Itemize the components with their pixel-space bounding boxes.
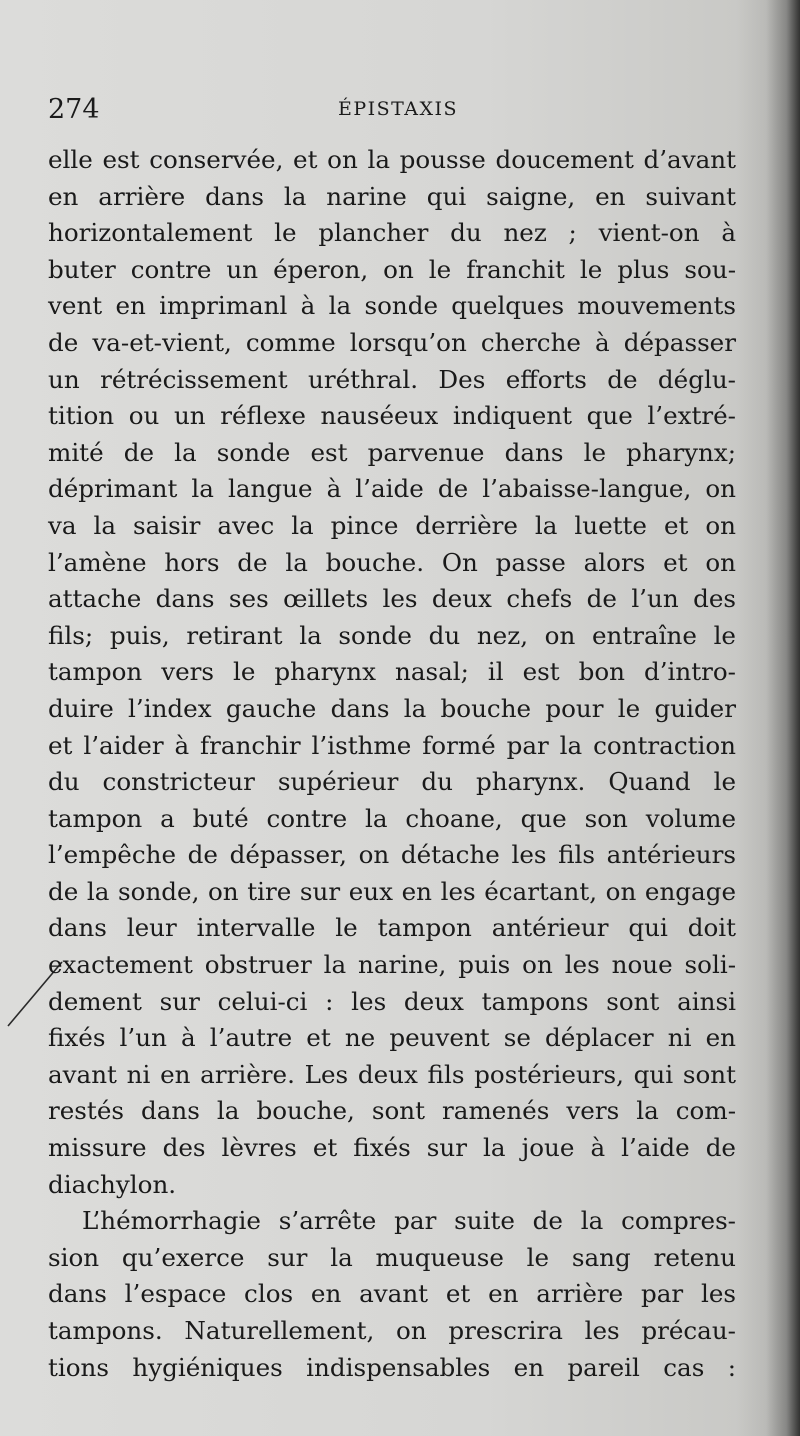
- text-line: restés dans la bouche, sont ramenés vers la com-: [48, 1096, 736, 1126]
- text-line: dement sur celui-ci : les deux tampons sont ainsi: [48, 986, 736, 1016]
- text-line: et l’aider à franchir l’isthme formé par la contraction: [48, 730, 736, 760]
- text-line: déprimant la langue à l’aide de l’abaisse-langue, on: [48, 474, 736, 504]
- text-line: duire l’index gauche dans la bouche pour le guider: [48, 693, 736, 723]
- paragraph-1: [48, 142, 736, 1203]
- text-line: fixés l’un à l’autre et ne peuvent se déplacer ni en: [48, 1023, 736, 1053]
- text-line: l’empêche de dépasser, on détache les fils antérieurs: [48, 840, 736, 870]
- text-line: en arrière dans la narine qui saigne, en suivant: [48, 181, 736, 211]
- text-line: dans leur intervalle le tampon antérieur qui doit: [48, 913, 736, 943]
- text-line: de va-et-vient, comme lorsqu’on cherche à dépasser: [48, 327, 736, 357]
- text-line: mité de la sonde est parvenue dans le pharynx;: [48, 437, 736, 467]
- text-line: sion qu’exerce sur la muqueuse le sang retenu: [48, 1242, 736, 1272]
- paragraph-2: [48, 1203, 736, 1386]
- text-line: diachylon.: [48, 1169, 177, 1199]
- page-number: 274: [48, 94, 100, 125]
- text-line: tampon vers le pharynx nasal; il est bon d’intro-: [48, 657, 736, 687]
- text-line: missure des lèvres et fixés sur la joue à l’aide de: [48, 1133, 736, 1163]
- body-text: [48, 142, 736, 1386]
- text-line: fils; puis, retirant la sonde du nez, on entraîne le: [48, 620, 736, 650]
- text-line: tampons. Naturellement, on prescrira les précau-: [48, 1316, 736, 1345]
- text-line: elle est conservée, et on la pousse doucement d’avant: [48, 145, 736, 174]
- text-line: exactement obstruer la narine, puis on les noue soli-: [48, 950, 736, 980]
- running-title: ÉPISTAXIS: [338, 98, 459, 120]
- text-line: tions hygiéniques indispensables en pareil cas :: [48, 1352, 736, 1382]
- text-line: tition ou un réflexe nauséeux indiquent que l’extré-: [48, 401, 736, 431]
- text-line: de la sonde, on tire sur eux en les écartant, on engage: [48, 876, 736, 906]
- text-line: tampon a buté contre la choane, que son volume: [48, 803, 736, 833]
- text-line: L’hémorrhagie s’arrête par suite de la compres-: [82, 1206, 736, 1236]
- text-line: buter contre un éperon, on le franchit le plus sou-: [48, 254, 736, 284]
- text-line: avant ni en arrière. Les deux fils postérieurs, qui sont: [48, 1059, 736, 1089]
- text-line: va la saisir avec la pince derrière la luette et on: [48, 510, 736, 540]
- text-line: vent en imprimanl à la sonde quelques mouvements: [48, 291, 736, 321]
- text-line: du constricteur supérieur du pharynx. Quand le: [48, 767, 736, 797]
- text-line: attache dans ses œillets les deux chefs de l’un des: [48, 584, 736, 614]
- text-line: l’amène hors de la bouche. On passe alors et on: [48, 547, 736, 577]
- text-line: un rétrécissement uréthral. Des efforts de déglu-: [48, 364, 736, 394]
- text-line: horizontalement le plancher du nez ; vient-on à: [48, 218, 736, 248]
- text-line: dans l’espace clos en avant et en arrière par les: [48, 1279, 736, 1309]
